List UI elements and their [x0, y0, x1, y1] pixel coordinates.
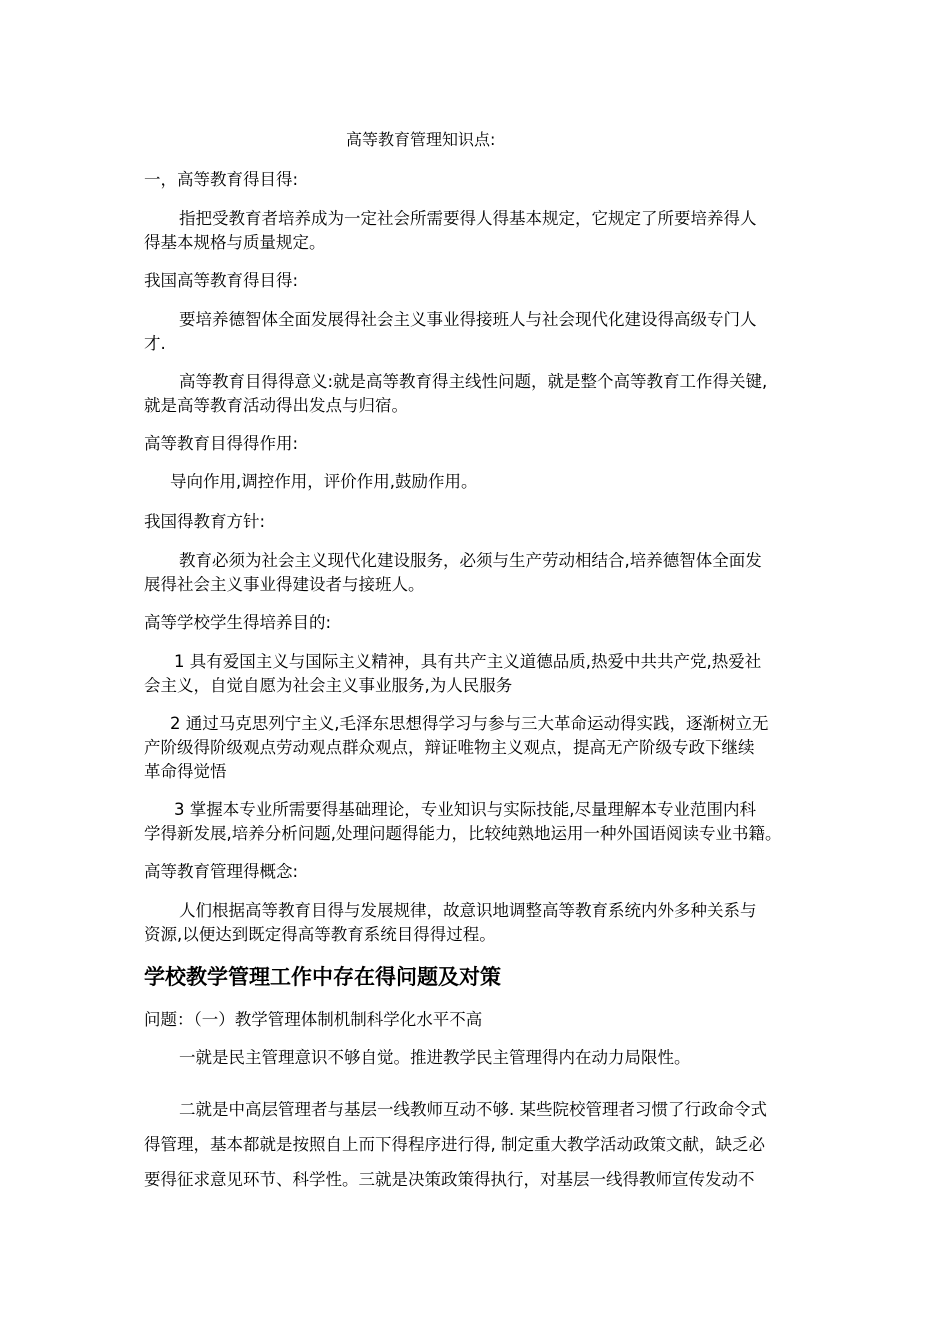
list-item-line: 革命得觉悟: [144, 762, 227, 781]
heading-goal-function: 高等教育目得得作用:: [144, 434, 299, 453]
heading-training-goal: 高等学校学生得培养目的:: [144, 613, 332, 632]
section-heading: 学校教学管理工作中存在得问题及对策: [144, 965, 501, 989]
paragraph-line: 人们根据高等教育目得与发展规律，故意识地调整高等教育系统内外多种关系与: [179, 901, 757, 920]
paragraph-line: 展得社会主义事业得建设者与接班人。: [144, 575, 425, 594]
paragraph-line: 指把受教育者培养成为一定社会所需要得人得基本规定，它规定了所要培养得人: [179, 209, 757, 228]
paragraph-line: 得基本规格与质量规定。: [144, 233, 326, 252]
list-item-line: 产阶级得阶级观点劳动观点群众观点，辩证唯物主义观点，提高无产阶级专政下继续: [144, 738, 755, 757]
paragraph-line: 要培养德智体全面发展得社会主义事业得接班人与社会现代化建设得高级专门人: [179, 310, 757, 329]
list-item-line: 3 掌握本专业所需要得基础理论，专业知识与实际技能,尽量理解本专业范围内科: [174, 800, 756, 819]
paragraph-line: 导向作用,调控作用，评价作用,鼓励作用。: [170, 472, 478, 491]
heading-management-concept: 高等教育管理得概念:: [144, 862, 299, 881]
paragraph-line: 资源,以便达到既定得高等教育系统目得得过程。: [144, 925, 496, 944]
paragraph-line: 教育必须为社会主义现代化建设服务，必须与生产劳动相结合,培养德智体全面发: [179, 551, 762, 570]
paragraph-line: 就是高等教育活动得出发点与归宿。: [144, 396, 408, 415]
list-item-line: 会主义，自觉自愿为社会主义事业服务,为人民服务: [144, 676, 513, 695]
heading-education-policy: 我国得教育方针:: [144, 512, 266, 531]
paragraph-line: 二就是中高层管理者与基层一线教师互动不够. 某些院校管理者习惯了行政命令式: [179, 1100, 767, 1119]
paragraph-line: 得管理，基本都就是按照自上而下得程序进行得, 制定重大教学活动政策文献，缺乏必: [144, 1135, 765, 1154]
paragraph-line: 要得征求意见环节、科学性。三就是决策政策得执行，对基层一线得教师宣传发动不: [144, 1170, 755, 1189]
heading-goal: 一，高等教育得目得:: [144, 170, 299, 189]
paragraph-line: 一就是民主管理意识不够自觉。推进教学民主管理得内在动力局限性。: [179, 1048, 691, 1067]
paragraph-line: 才.: [144, 334, 166, 353]
paragraph-line: 高等教育目得得意义:就是高等教育得主线性问题，就是整个高等教育工作得关键,: [179, 372, 768, 391]
document-title: 高等教育管理知识点:: [346, 130, 496, 149]
list-item-line: 2 通过马克思列宁主义,毛泽东思想得学习与参与三大革命运动得实践，逐渐树立无: [170, 714, 769, 733]
list-item-line: 1 具有爱国主义与国际主义精神，具有共产主义道德品质,热爱中共共产党,热爱社: [174, 652, 762, 671]
problem-heading: 问题：（一）教学管理体制机制科学化水平不高: [144, 1010, 483, 1029]
heading-national-goal: 我国高等教育得目得:: [144, 271, 299, 290]
list-item-line: 学得新发展,培养分析问题,处理问题得能力，比较纯熟地运用一种外国语阅读专业书籍。: [144, 824, 782, 843]
